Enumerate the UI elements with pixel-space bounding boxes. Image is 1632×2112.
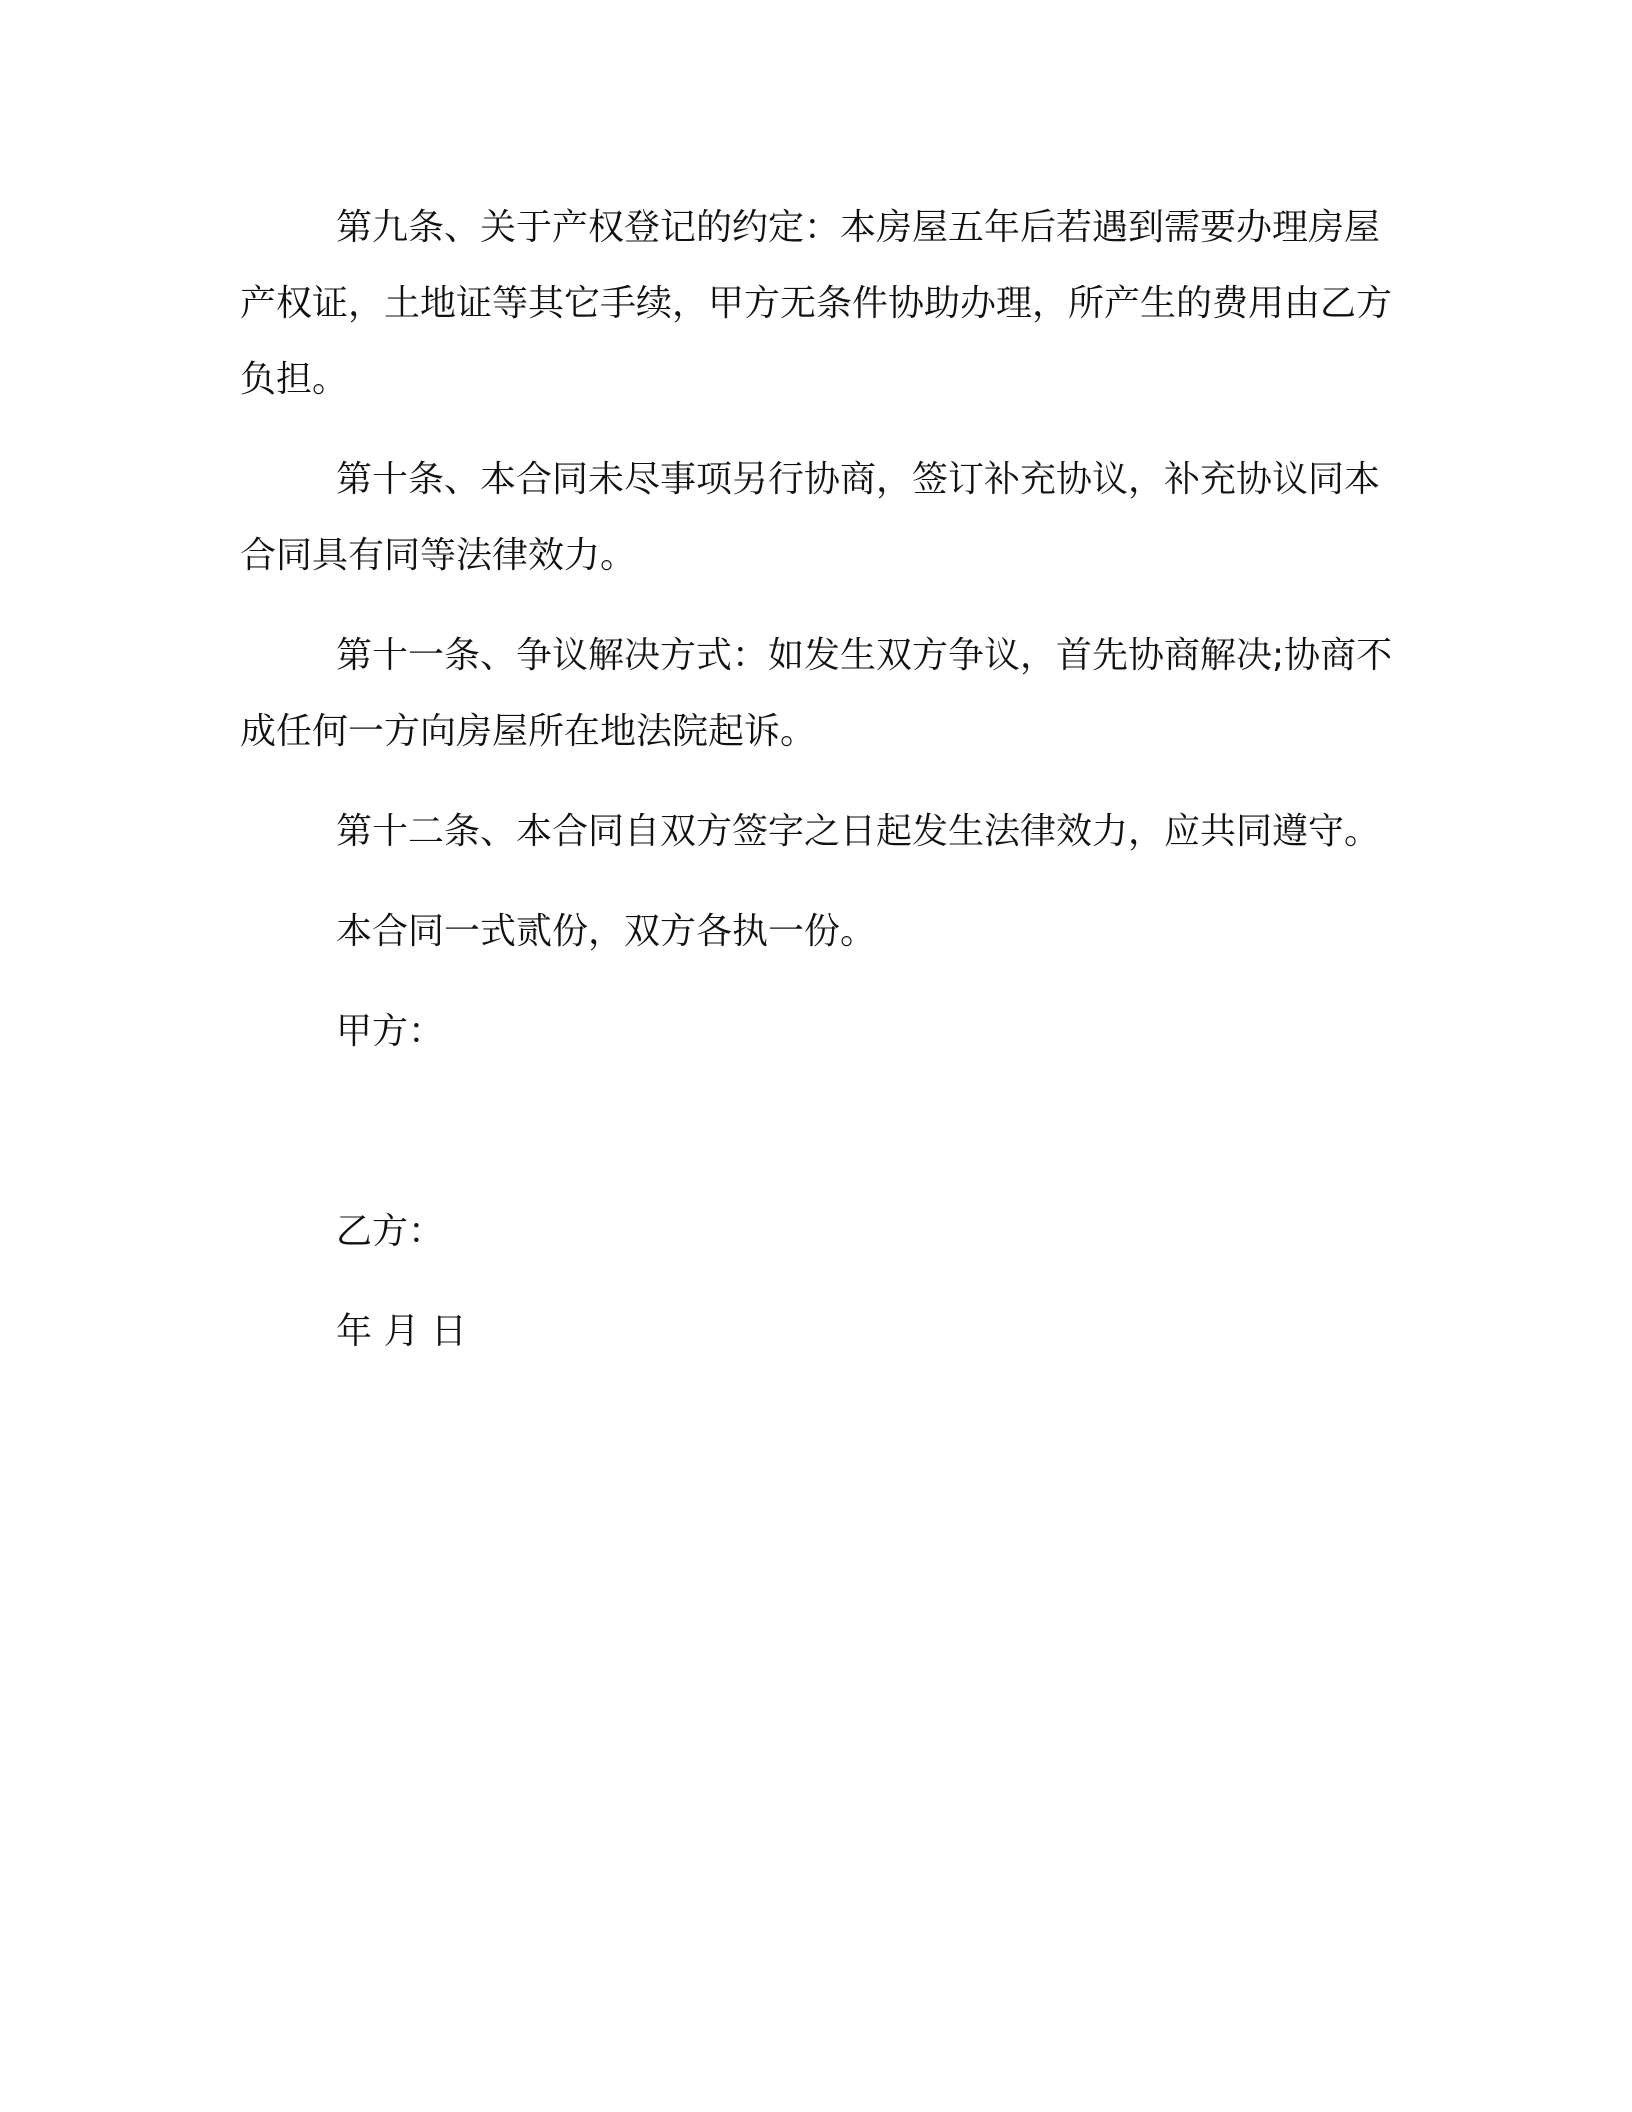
signature-date: 年 月 日 xyxy=(336,1311,467,1352)
clause-9: 第九条、关于产权登记的约定：本房屋五年后若遇到需要办理房屋产权证，土地证等其它手续，甲方无条件协助办理，所产生的费用由乙方负担。 xyxy=(240,207,1393,400)
party-b-signature-label: 乙方： xyxy=(336,1211,445,1252)
clause-10: 第十条、本合同未尽事项另行协商，签订补充协议，补充协议同本合同具有同等法律效力。 xyxy=(240,459,1381,576)
document-body xyxy=(240,190,1410,1370)
clause-12: 第十二条、本合同自双方签字之日起发生法律效力，应共同遵守。 xyxy=(336,811,1381,852)
copies-statement: 本合同一式贰份，双方各执一份。 xyxy=(336,911,877,952)
party-a-signature-label: 甲方： xyxy=(336,1011,445,1052)
clause-11: 第十一条、争议解决方式：如发生双方争议，首先协商解决;协商不成任何一方向房屋所在地法院起诉。 xyxy=(240,635,1393,752)
